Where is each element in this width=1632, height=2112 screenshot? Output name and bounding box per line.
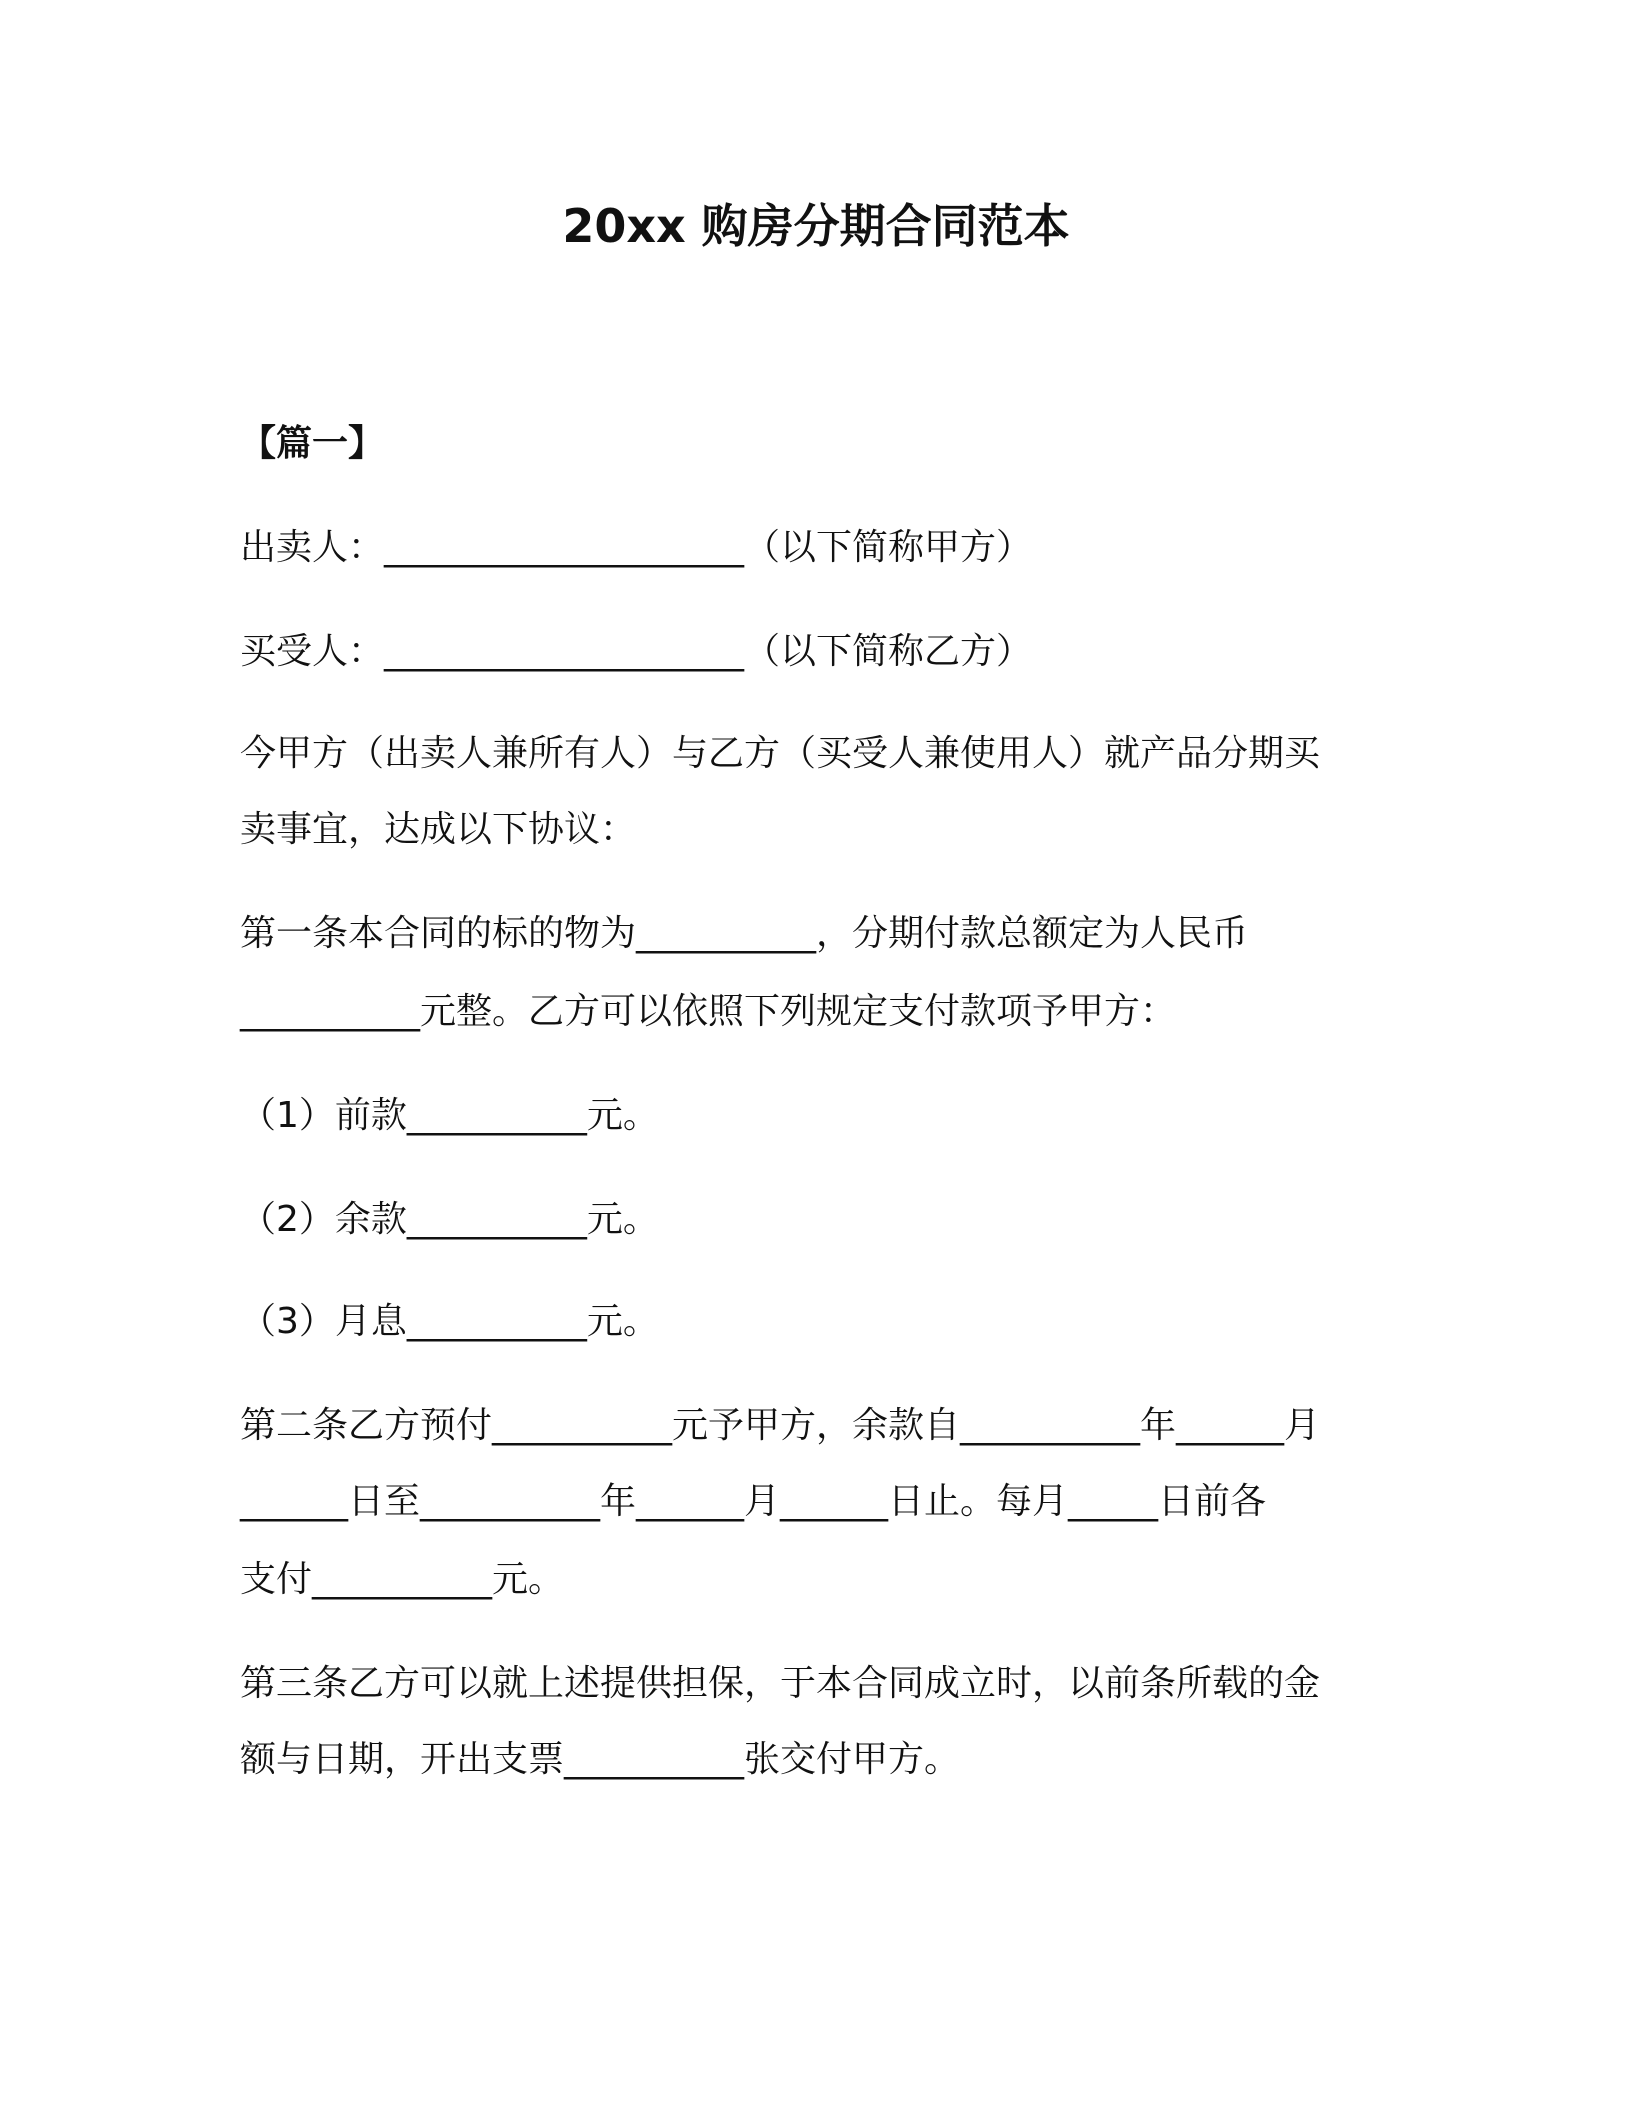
item-2-line: （2）余款__________元。 [240, 1199, 659, 1240]
document-title: 20xx 购房分期合同范本 [562, 199, 1070, 253]
article-2-line-1: 第二条乙方预付__________元予甲方，余款自__________年______月 [240, 1405, 1321, 1446]
article-2-line-3: 支付__________元。 [240, 1559, 565, 1600]
item-3-line: （3）月息__________元。 [240, 1301, 659, 1342]
article-3-line-1: 第三条乙方可以就上述提供担保，于本合同成立时，以前条所载的金 [240, 1663, 1321, 1704]
article-1-line-2: __________元整。乙方可以依照下列规定支付款项予甲方： [240, 991, 1177, 1032]
item-1-line: （1）前款__________元。 [240, 1095, 659, 1136]
article-2-line-2: ______日至__________年______月______日止。每月_____日前各 [240, 1481, 1267, 1522]
article-1-line-1: 第一条本合同的标的物为__________，分期付款总额定为人民币 [240, 913, 1249, 954]
section-label: 【篇一】 [240, 423, 385, 464]
preamble-line-1: 今甲方（出卖人兼所有人）与乙方（买受人兼使用人）就产品分期买 [240, 733, 1321, 774]
buyer-line: 买受人：____________________（以下简称乙方） [240, 631, 1033, 672]
article-3-line-2: 额与日期，开出支票__________张交付甲方。 [240, 1739, 961, 1780]
seller-line: 出卖人：____________________（以下简称甲方） [240, 527, 1033, 568]
preamble-line-2: 卖事宜，达成以下协议： [240, 809, 637, 850]
